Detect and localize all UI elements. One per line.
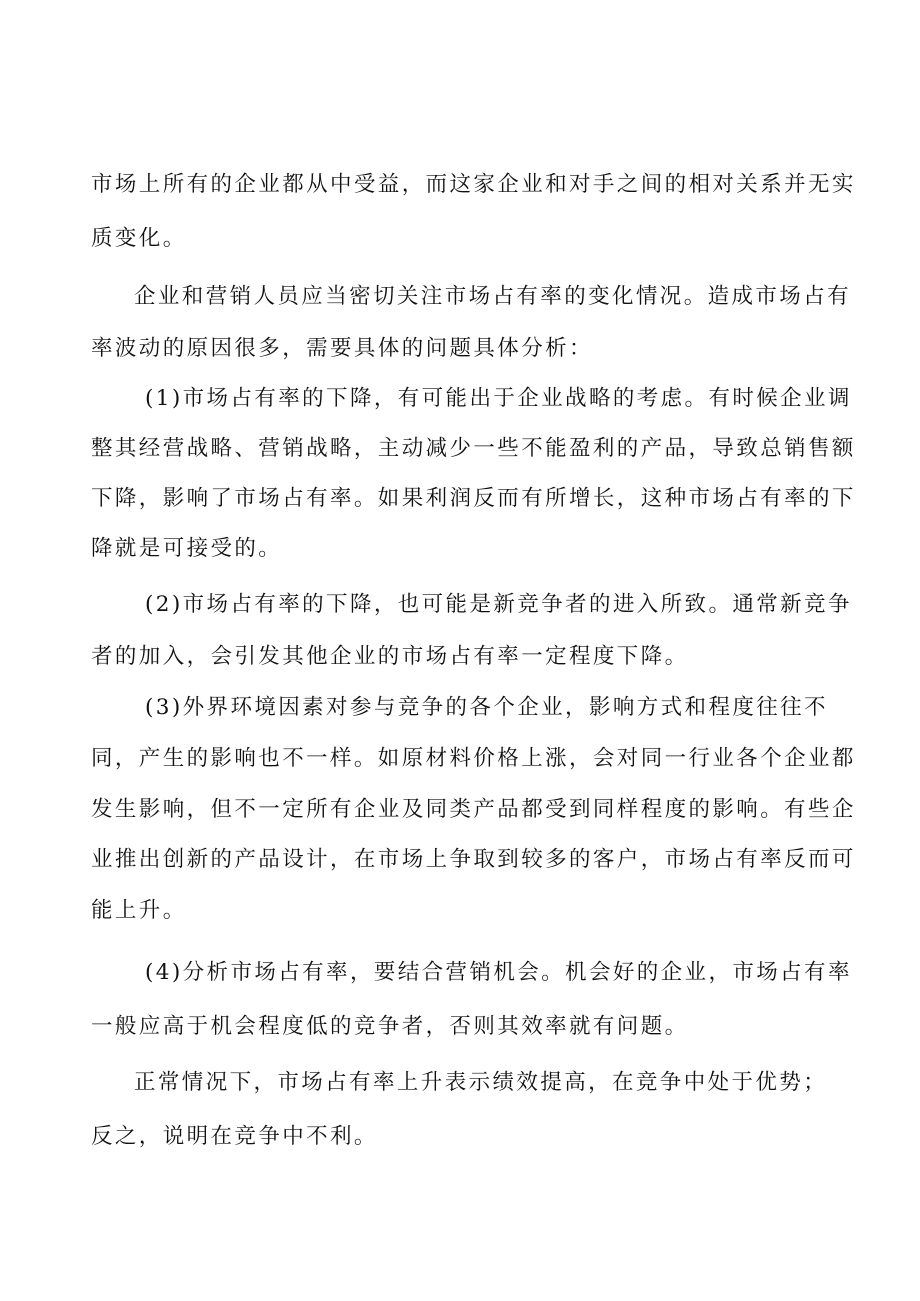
body-text-line: (4)分析市场占有率，要结合营销机会。机会好的企业，市场占有率 — [145, 960, 852, 985]
body-text-line: 质变化。 — [91, 226, 187, 251]
body-text-line: 下降，影响了市场占有率。如果利润反而有所增长，这种市场占有率的下 — [91, 486, 856, 511]
body-text-line: 正常情况下，市场占有率上升表示绩效提高，在竞争中处于优势； — [134, 1070, 828, 1095]
body-text-line: 发生影响，但不一定所有企业及同类产品都受到同样程度的影响。有些企 — [91, 797, 856, 822]
body-text-line: 率波动的原因很多，需要具体的问题具体分析： — [91, 336, 593, 361]
body-text-line: 整其经营战略、营销战略，主动减少一些不能盈利的产品，导致总销售额 — [91, 436, 856, 461]
body-text-line: 一般应高于机会程度低的竞争者，否则其效率就有问题。 — [91, 1014, 689, 1039]
body-text-line: 反之，说明在竞争中不利。 — [91, 1124, 378, 1149]
body-text-line: 业推出创新的产品设计，在市场上争取到较多的客户，市场占有率反而可 — [91, 847, 856, 872]
body-text-line: 降就是可接受的。 — [91, 536, 283, 561]
body-text-line: 市场上所有的企业都从中受益，而这家企业和对手之间的相对关系并无实 — [91, 172, 856, 197]
body-text-line: 同，产生的影响也不一样。如原材料价格上涨，会对同一行业各个企业都 — [91, 746, 856, 771]
body-text-line: (1)市场占有率的下降，有可能出于企业战略的考虑。有时候企业调 — [145, 386, 852, 411]
body-text-line: 者的加入，会引发其他企业的市场占有率一定程度下降。 — [91, 644, 689, 669]
body-text-line: 企业和营销人员应当密切关注市场占有率的变化情况。造成市场占有 — [134, 284, 852, 309]
body-text-line: (3)外界环境因素对参与竞争的各个企业，影响方式和程度往往不 — [145, 695, 828, 720]
body-text-line: (2)市场占有率的下降，也可能是新竞争者的进入所致。通常新竞争 — [145, 592, 852, 617]
body-text-line: 能上升。 — [91, 898, 187, 923]
